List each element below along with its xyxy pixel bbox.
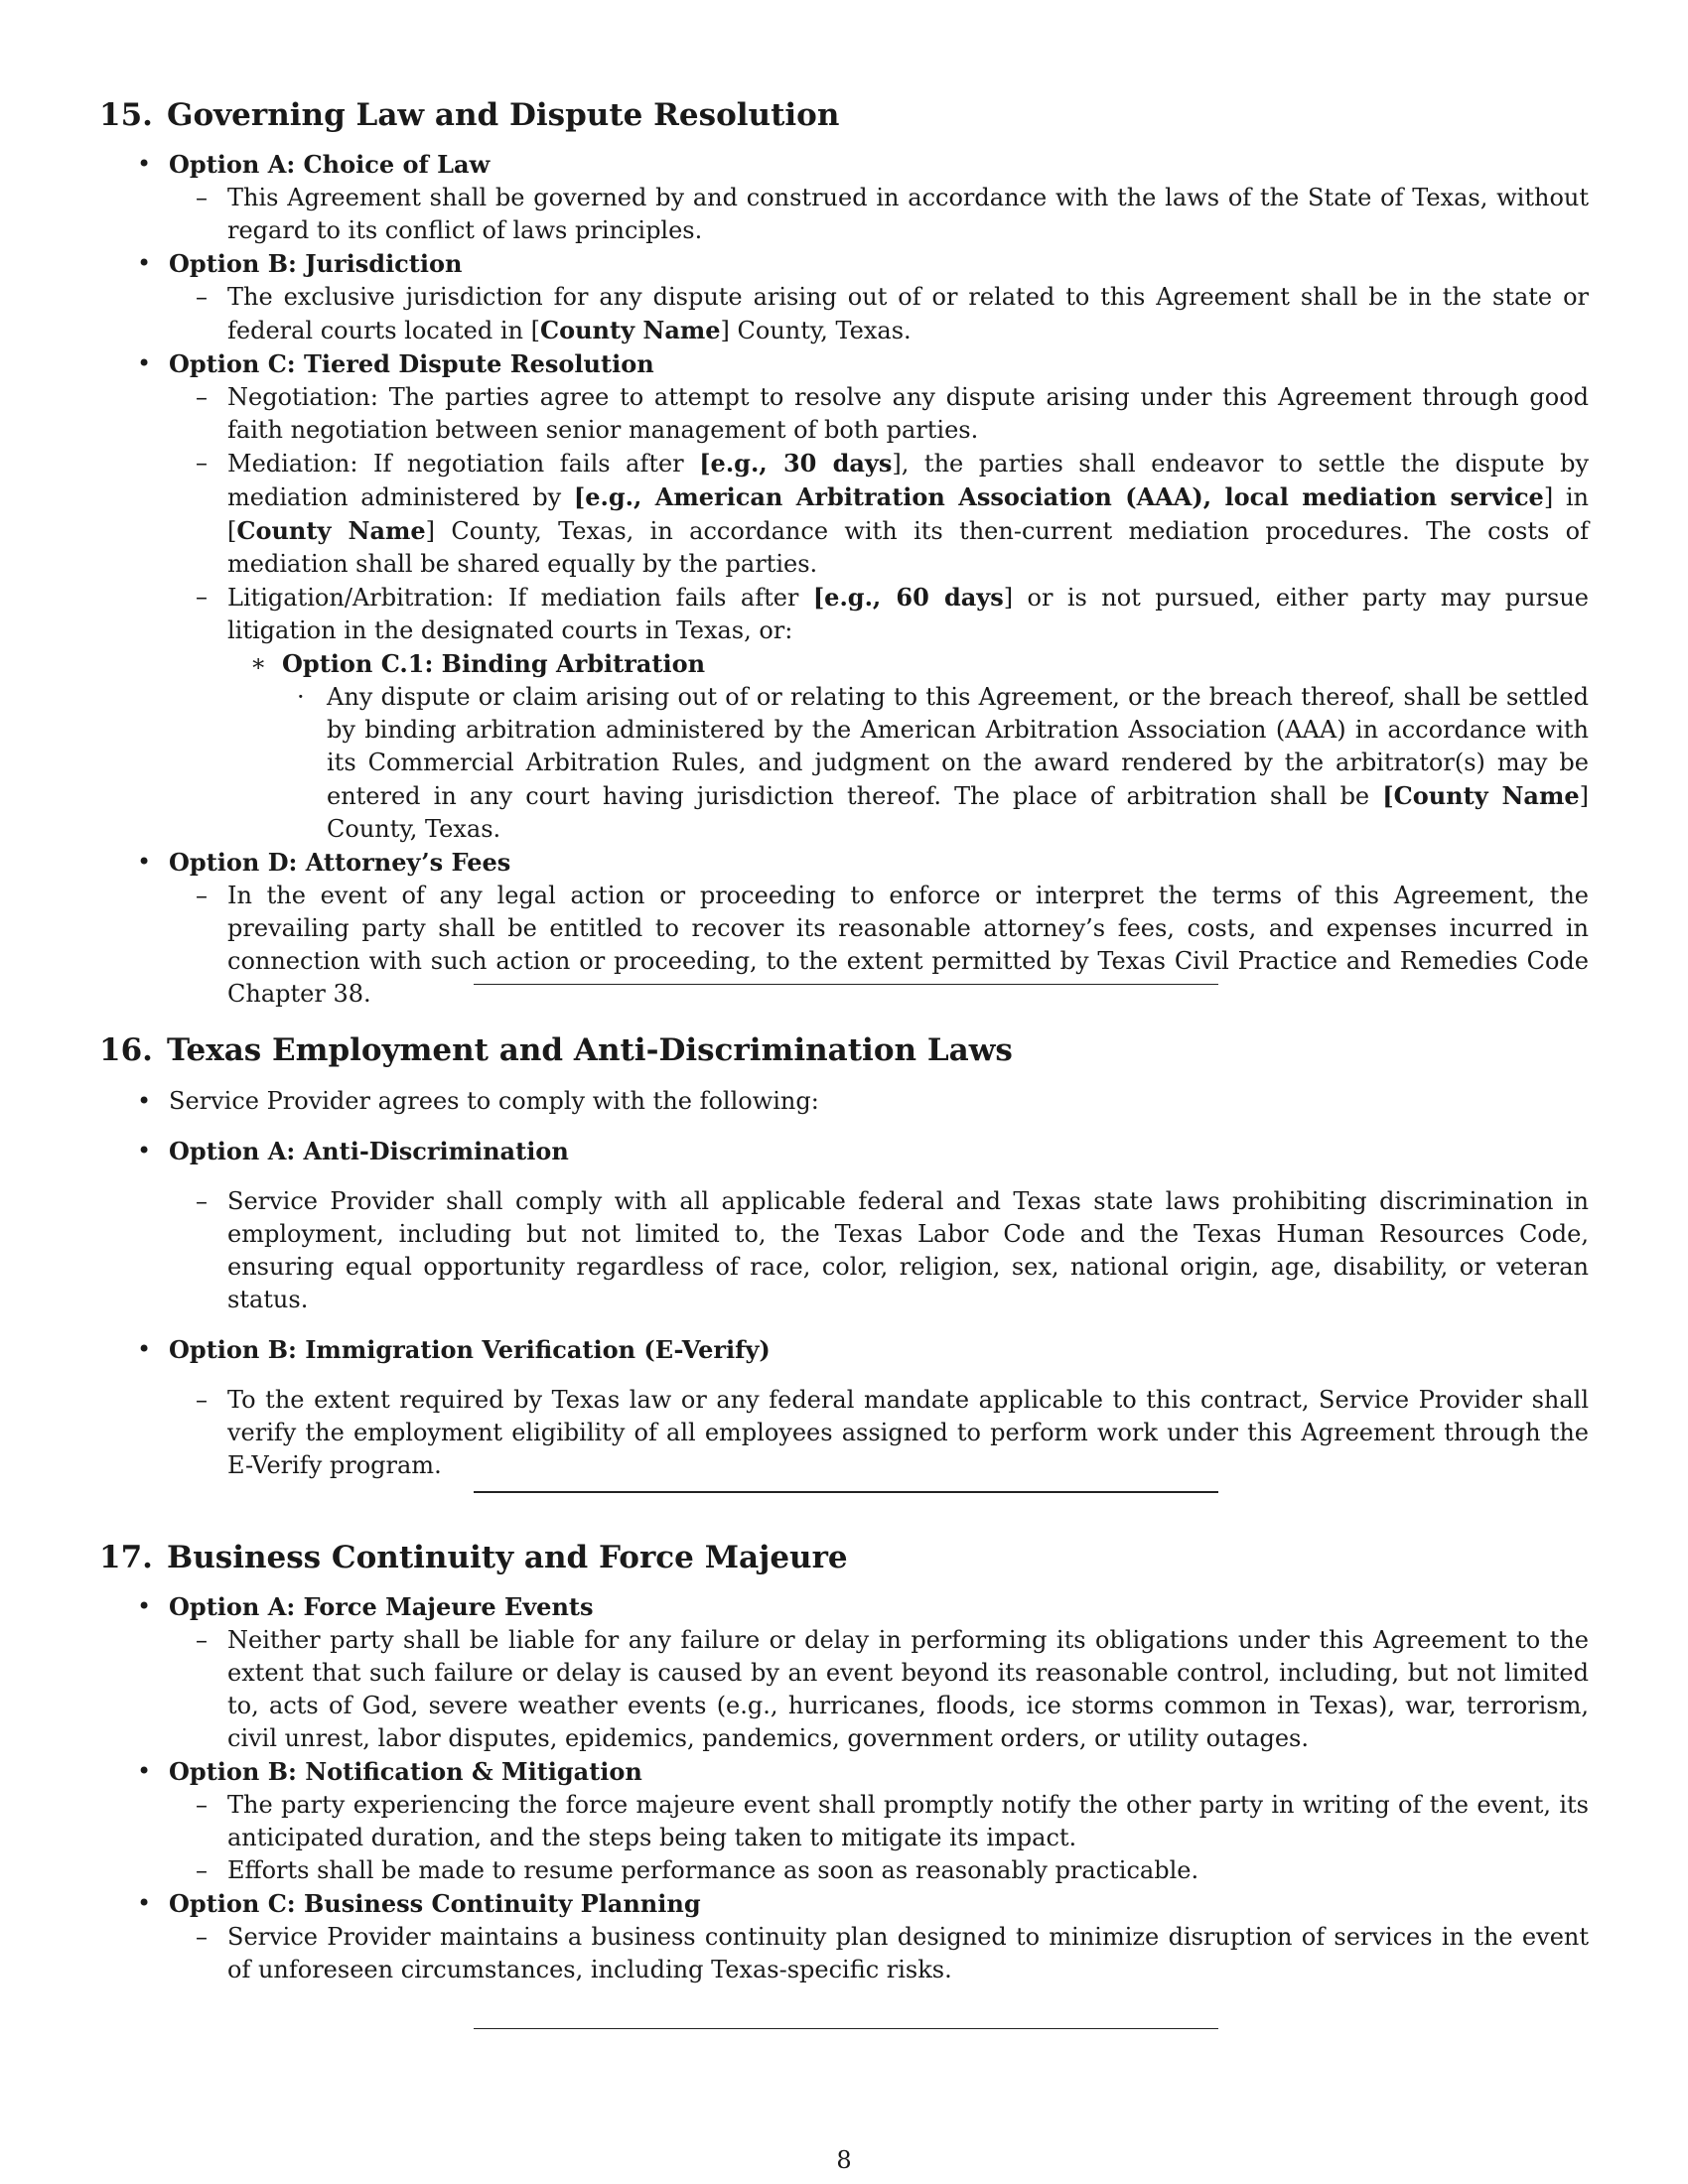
- option-item: [99, 148, 1589, 182]
- clause-text: Litigation/Arbitration: If mediation fails after: [227, 584, 813, 612]
- option-clause: [99, 1384, 1589, 1482]
- section-title: Texas Employment and Anti-Discrimination Laws: [167, 1032, 1013, 1068]
- option-clause: [99, 447, 1589, 581]
- clause-text: Any dispute or claim arising out of or relating to this Agreement, or the breach thereof, shall be settled by binding arbitration administered by the American Arbitration Association (AAA) in accordance with its Commercial Arbitration Rules, and judgment on the award rendered by the arbitrator(s) may be entered in any court having jurisdiction thereof. The place of arbitration shall be: [327, 683, 1589, 810]
- option-clause: [99, 182, 1589, 247]
- section-number: 17.: [99, 1540, 153, 1575]
- sub-option-clause: [99, 681, 1589, 846]
- section-number: 15.: [99, 97, 153, 133]
- option-item: [99, 1333, 1589, 1367]
- clause-text: Mediation: If negotiation fails after: [227, 450, 700, 478]
- section-16: [99, 1030, 1589, 1482]
- section-title: Business Continuity and Force Majeure: [167, 1540, 848, 1575]
- option-item: [99, 846, 1589, 880]
- option-title: Option B: Jurisdiction: [169, 249, 463, 278]
- dot-icon: ·: [297, 683, 305, 711]
- option-title: Option A: Force Majeure Events: [169, 1592, 594, 1621]
- dash-icon: –: [196, 1791, 208, 1819]
- option-clause: [99, 1789, 1589, 1854]
- placeholder-text: [e.g., 30 days: [699, 449, 893, 478]
- page-number: 8: [836, 2146, 852, 2174]
- dash-icon: –: [196, 283, 208, 311]
- section-heading: [99, 95, 1589, 135]
- placeholder-text: [County Name: [1382, 781, 1580, 810]
- section-15: [99, 95, 1589, 1011]
- section-title: Governing Law and Dispute Resolution: [167, 97, 840, 133]
- dash-icon: –: [196, 1856, 208, 1884]
- bullet-icon: •: [137, 249, 152, 277]
- bullet-icon: •: [137, 1889, 152, 1917]
- clause-text: The exclusive jurisdiction for any dispute arising out of or related to this Agreement shall be in the state or federal courts located in [: [227, 283, 1589, 344]
- dash-icon: –: [196, 1923, 208, 1951]
- dash-icon: –: [196, 1187, 208, 1215]
- clause-text: Service Provider maintains a business continuity plan designed to minimize disruption of services in the event of unforeseen circumstances, including Texas-specific risks.: [227, 1923, 1589, 1983]
- clause-text: ], the parties shall endeavor to settle the dispute by mediation administered by: [227, 450, 1590, 511]
- placeholder-text: County Name: [540, 316, 721, 344]
- clause-text: Efforts shall be made to resume performance as soon as reasonably practicable.: [227, 1856, 1199, 1884]
- option-item: [99, 1887, 1589, 1921]
- bullet-icon: •: [137, 1335, 152, 1363]
- dash-icon: –: [196, 1386, 208, 1414]
- clause-text: Service Provider shall comply with all applicable federal and Texas state laws prohibiting discrimination in employment, including but not limited to, the Texas Labor Code and the Texas Human Resources Code, ensuring equal opportunity regardless of race, color, religion, sex, national origin, age, disability, or veteran status.: [227, 1187, 1589, 1313]
- option-clause: [99, 1921, 1589, 1986]
- dash-icon: –: [196, 449, 208, 477]
- section-divider: [474, 1491, 1218, 1493]
- sub-option-title: Option C.1: Binding Arbitration: [282, 649, 706, 678]
- clause-text: To the extent required by Texas law or any federal mandate applicable to this contract, Service Provider shall verify the employment eligibility of all employees assigned to perform work under this Agreement through the E-Verify program.: [227, 1386, 1589, 1479]
- bullet-icon: •: [137, 1087, 152, 1115]
- bullet-icon: •: [137, 150, 152, 178]
- option-clause: [99, 1854, 1589, 1887]
- option-title: Option C: Business Continuity Planning: [169, 1889, 701, 1918]
- section-number: 16.: [99, 1032, 153, 1068]
- placeholder-text: [e.g., American Arbitration Association (AAA), local mediation service: [573, 482, 1544, 511]
- clause-text: In the event of any legal action or proceeding to enforce or interpret the terms of this Agreement, the prevailing party shall be entitled to recover its reasonable attorney’s fees, costs, and expenses incurred in connection with such action or proceeding, to the extent permitted by Texas Civil Practice and Remedies Code Chapter 38.: [227, 882, 1589, 1008]
- clause-text: Neither party shall be liable for any failure or delay in performing its obligations under this Agreement to the extent that such failure or delay is caused by an event beyond its reasonable control, including, but not limited to, acts of God, severe weather events (e.g., hurricanes, floods, ice storms common in Texas), war, terrorism, civil unrest, labor disputes, epidemics, pandemics, government orders, or utility outages.: [227, 1626, 1589, 1752]
- option-clause: [99, 880, 1589, 1011]
- option-title: Option A: Choice of Law: [169, 150, 491, 179]
- sub-option-item: [99, 647, 1589, 681]
- placeholder-text: County Name: [236, 516, 426, 545]
- option-item: [99, 1755, 1589, 1789]
- option-title: Option C: Tiered Dispute Resolution: [169, 349, 654, 378]
- clause-text: Negotiation: The parties agree to attempt to resolve any dispute arising under this Agreement through good faith negotiation between senior management of both parties.: [227, 383, 1589, 444]
- option-clause: [99, 381, 1589, 447]
- section-heading: [99, 1538, 1589, 1577]
- intro-text: Service Provider agrees to comply with the following:: [169, 1087, 819, 1115]
- bullet-icon: •: [137, 1137, 152, 1164]
- option-item: [99, 347, 1589, 381]
- clause-text: ] County, Texas.: [720, 317, 912, 344]
- dash-icon: –: [196, 882, 208, 909]
- bullet-icon: •: [137, 1592, 152, 1620]
- option-title: Option B: Notification & Mitigation: [169, 1757, 642, 1786]
- section-divider: [474, 2028, 1218, 2029]
- clause-text: ] County, Texas, in accordance with its then-current mediation procedures. The costs of mediation shall be shared equally by the parties.: [227, 517, 1590, 578]
- option-clause: [99, 281, 1589, 347]
- dash-icon: –: [196, 383, 208, 411]
- clause-text: ] or is not pursued, either party may pursue litigation in the designated courts in Texas, or:: [227, 584, 1589, 644]
- clause-text: ] in [: [227, 483, 1589, 545]
- section-divider: [474, 984, 1218, 985]
- clause-text: ] County, Texas.: [327, 782, 1590, 843]
- option-title: Option D: Attorney’s Fees: [169, 848, 511, 877]
- option-title: Option B: Immigration Verification (E-Verify): [169, 1335, 771, 1364]
- intro-item: [99, 1085, 1589, 1118]
- asterisk-icon: ∗: [250, 649, 267, 677]
- bullet-icon: •: [137, 349, 152, 377]
- option-title: Option A: Anti-Discrimination: [169, 1137, 569, 1165]
- bullet-icon: •: [137, 848, 152, 876]
- option-clause: [99, 1185, 1589, 1316]
- dash-icon: –: [196, 184, 208, 211]
- option-item: [99, 1590, 1589, 1624]
- dash-icon: –: [196, 1626, 208, 1654]
- section-heading: [99, 1030, 1589, 1070]
- clause-text: This Agreement shall be governed by and construed in accordance with the laws of the State of Texas, without regard to its conflict of laws principles.: [227, 184, 1589, 244]
- section-17: [99, 1538, 1589, 1986]
- dash-icon: –: [196, 583, 208, 611]
- placeholder-text: [e.g., 60 days: [812, 583, 1004, 612]
- option-clause: [99, 1624, 1589, 1755]
- option-clause: [99, 581, 1589, 647]
- bullet-icon: •: [137, 1757, 152, 1785]
- option-item: [99, 247, 1589, 281]
- clause-text: The party experiencing the force majeure event shall promptly notify the other party in writing of the event, its anticipated duration, and the steps being taken to mitigate its impact.: [227, 1791, 1589, 1851]
- option-item: [99, 1135, 1589, 1168]
